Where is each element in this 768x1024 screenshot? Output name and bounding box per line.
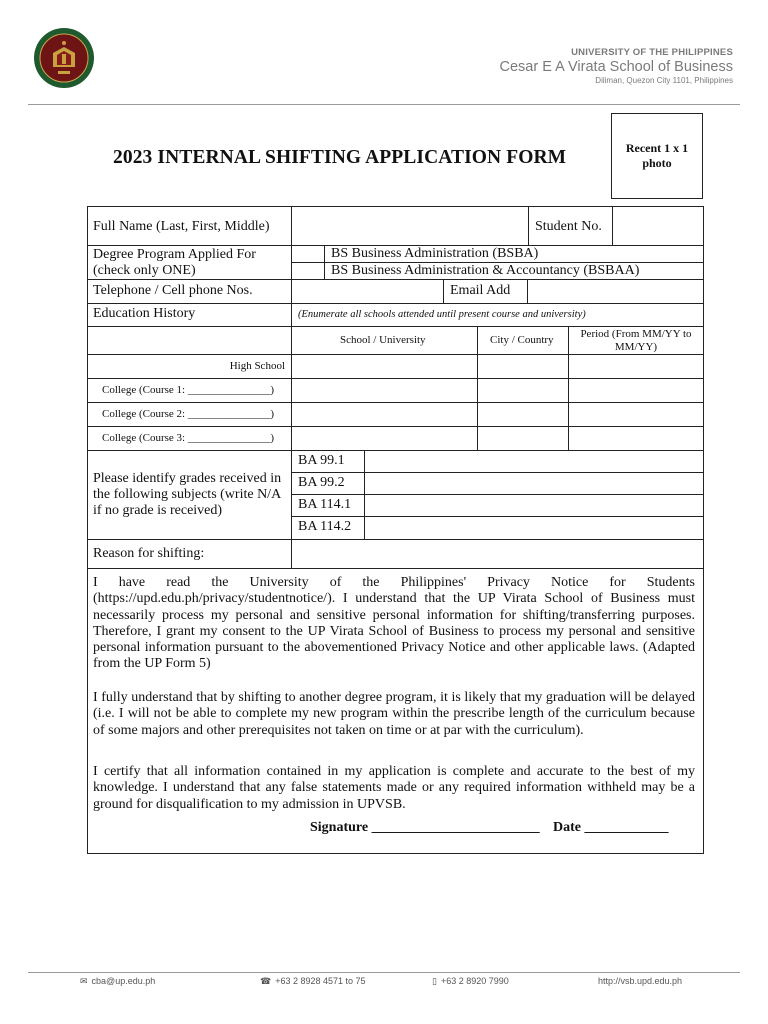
application-form-table [87,206,704,854]
row-college-3: College (Course 3: _______________) [102,432,275,444]
form-title: 2023 INTERNAL SHIFTING APPLICATION FORM [113,147,567,168]
photo-box [611,113,703,199]
photo-box-label-2: photo [642,156,672,170]
grades-label-3: if no grade is received) [93,503,223,518]
footer-email[interactable] [80,976,155,987]
degree-label-2: (check only ONE) [93,263,196,278]
grades-label-1: Please identify grades received in [93,471,282,486]
col-school-header: School / University [340,334,426,346]
grades-label-2: the following subjects (write N/A [93,487,282,502]
subject-ba-114-2: BA 114.2 [298,519,352,534]
full-name-field[interactable] [292,208,527,244]
row-high-school: High School [229,360,285,372]
row-college-2: College (Course 2: _______________) [102,408,275,420]
full-name-label: Full Name (Last, First, Middle) [93,219,270,234]
signature-line[interactable]: Signature ________________________ [310,820,540,835]
col-period-header-1: Period (From MM/YY to [580,328,692,340]
school-address: Diliman, Quezon City 1101, Philippines [595,76,733,85]
up-seal-logo [33,27,95,89]
degree-label-1: Degree Program Applied For [93,247,256,262]
privacy-consent-paragraph: I have read the University of the Philippines' Privacy Notice for Students (https://upd.edu.ph/privacy/studentnotice/). I understand that the UP Virata School of Business must necessarily process my personal and sensitive personal information for shifting/transferring purposes. Therefore, I grant my consent to the UP Virata School of Business to process my personal and sensitive personal information pursuant to the abovementioned Privacy Notice and other applicable laws. (Adapted from the UP Form 5) [93,575,695,672]
certification-paragraph: I certify that all information contained in my application is complete and accurate to the best of my knowledge. I understand that any false statements made or any required information withheld may be a ground for disqualification to my admission in UPVSB. [93,764,695,812]
date-line[interactable]: Date ____________ [553,820,669,835]
delay-acknowledgement-paragraph: I fully understand that by shifting to another degree program, it is likely that my graduation will be delayed (i.e. I will not be able to complete my new program within the prescribe length of the curriculum because of some majors and other prerequisites not taken on time or at par with the curriculum). [93,690,695,738]
footer-website[interactable]: http://vsb.upd.edu.ph [598,976,683,986]
school-name: Cesar E A Virata School of Business [499,59,733,75]
footer-email-text: cba@up.edu.ph [91,976,156,986]
subject-ba-114-1: BA 114.1 [298,497,352,512]
education-history-label: Education History [93,306,196,321]
subject-ba-99-1: BA 99.1 [298,453,345,468]
email-label: Email Add [450,283,511,298]
student-no-field[interactable] [613,208,702,244]
degree-option-bsbaa: BS Business Administration & Accountancy (BSBAA) [331,263,640,278]
telephone-icon: ☎ [260,976,272,986]
degree-option-bsba: BS Business Administration (BSBA) [331,246,539,261]
university-name: UNIVERSITY OF THE PHILIPPINES [571,47,733,58]
email-field[interactable] [528,280,702,302]
education-note: (Enumerate all schools attended until present course and university) [298,309,586,320]
telephone-field[interactable] [292,280,442,302]
footer-divider [28,972,740,973]
header-divider [28,104,740,105]
fax-icon: ▯ [432,976,437,986]
student-no-label: Student No. [535,219,602,234]
row-college-1: College (Course 1: _______________) [102,384,275,396]
col-city-header: City / Country [490,334,554,346]
footer-phone [260,976,366,987]
subject-ba-99-2: BA 99.2 [298,475,345,490]
photo-box-label-1: Recent 1 x 1 [625,141,689,155]
col-period-header-2: MM/YY) [614,341,658,353]
reason-field[interactable] [292,540,702,567]
bsbaa-checkbox[interactable] [292,263,323,278]
footer-fax [432,976,509,987]
envelope-icon: ✉ [80,976,88,986]
footer-fax-text: +63 2 8920 7990 [440,976,509,986]
reason-label: Reason for shifting: [93,546,205,561]
footer-phone-text: +63 2 8928 4571 to 75 [275,976,366,986]
bsba-checkbox[interactable] [292,246,323,261]
telephone-label: Telephone / Cell phone Nos. [93,283,253,298]
